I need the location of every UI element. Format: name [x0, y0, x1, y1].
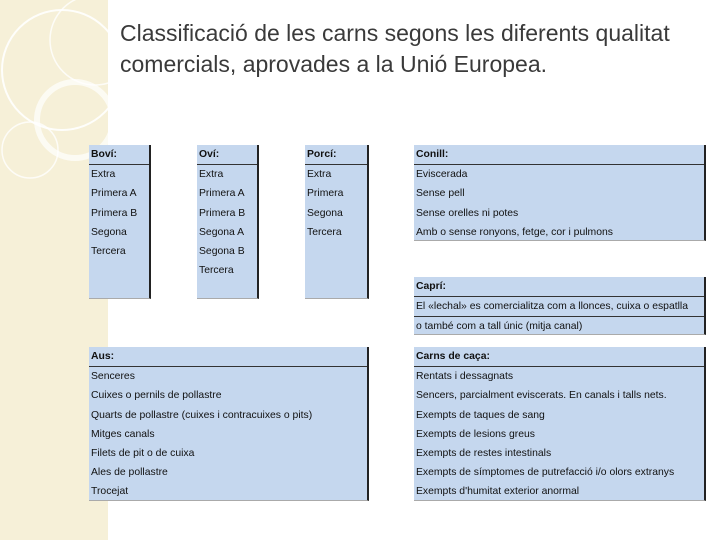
- conill-item: Eviscerada: [416, 169, 468, 181]
- caca-item: Exempts de lesions greus: [416, 428, 535, 440]
- caca-item: Exempts d'humitat exterior anormal: [416, 486, 580, 498]
- conill-box: [414, 145, 706, 241]
- bovi-header: Boví:: [89, 145, 149, 165]
- porci-box: [305, 145, 369, 299]
- porci-item: Tercera: [307, 226, 342, 238]
- bovi-item: Primera A: [91, 188, 137, 200]
- caca-item: Exempts de restes intestinals: [416, 447, 552, 459]
- aus-item: Quarts de pollastre (cuixes i contracuixes o pits): [91, 409, 313, 421]
- aus-item: Filets de pit o de cuixa: [91, 447, 195, 459]
- aus-item: Ales de pollastre: [91, 467, 168, 479]
- capri-header: Caprí:: [414, 277, 704, 297]
- caca-box: [414, 347, 706, 501]
- porci-item: Segona: [307, 207, 343, 219]
- ovi-item: Primera A: [199, 188, 245, 200]
- aus-item: Mitges canals: [91, 428, 155, 440]
- ovi-item: Extra: [199, 169, 224, 181]
- bovi-item: Tercera: [91, 245, 126, 257]
- aus-box: [89, 347, 369, 501]
- aus-item: Senceres: [91, 371, 135, 383]
- bovi-item: Extra: [91, 169, 116, 181]
- conill-item: Amb o sense ronyons, fetge, cor i pulmons: [416, 226, 613, 238]
- caca-item: Exempts de símptomes de putrefacció i/o olors extranys: [416, 467, 675, 479]
- capri-item: El «lechal» es comercialitza com a llonces, cuixa o espatlla: [414, 297, 704, 317]
- caca-header: Carns de caça:: [414, 347, 704, 367]
- porci-header: Porcí:: [305, 145, 367, 165]
- ovi-item: Segona A: [199, 226, 245, 238]
- conill-item: Sense pell: [416, 188, 465, 200]
- slide-title: Classificació de les carns segons les diferents qualitat comercials, aprovades a la Unió Europea.: [120, 20, 670, 77]
- caca-item: Exempts de taques de sang: [416, 409, 545, 421]
- aus-item: Trocejat: [91, 486, 129, 498]
- ovi-item: Segona B: [199, 245, 245, 257]
- capri-item: o també com a tall únic (mitja canal): [416, 321, 583, 333]
- porci-item: Extra: [307, 169, 332, 181]
- aus-item: Cuixes o pernils de pollastre: [91, 390, 222, 402]
- caca-item: Sencers, parcialment eviscerats. En canals i talls nets.: [416, 390, 667, 402]
- conill-item: Sense orelles ni potes: [416, 207, 519, 219]
- conill-header: Conill:: [414, 145, 704, 165]
- caca-item: Rentats i dessagnats: [416, 371, 514, 383]
- aus-header: Aus:: [89, 347, 367, 367]
- porci-item: Primera: [307, 188, 344, 200]
- ovi-header: Oví:: [197, 145, 257, 165]
- bovi-item: Primera B: [91, 207, 138, 219]
- bovi-box: [89, 145, 151, 299]
- capri-box: [414, 277, 706, 335]
- ovi-box: [197, 145, 259, 299]
- ovi-item: Tercera: [199, 265, 234, 277]
- ovi-item: Primera B: [199, 207, 246, 219]
- bovi-item: Segona: [91, 226, 127, 238]
